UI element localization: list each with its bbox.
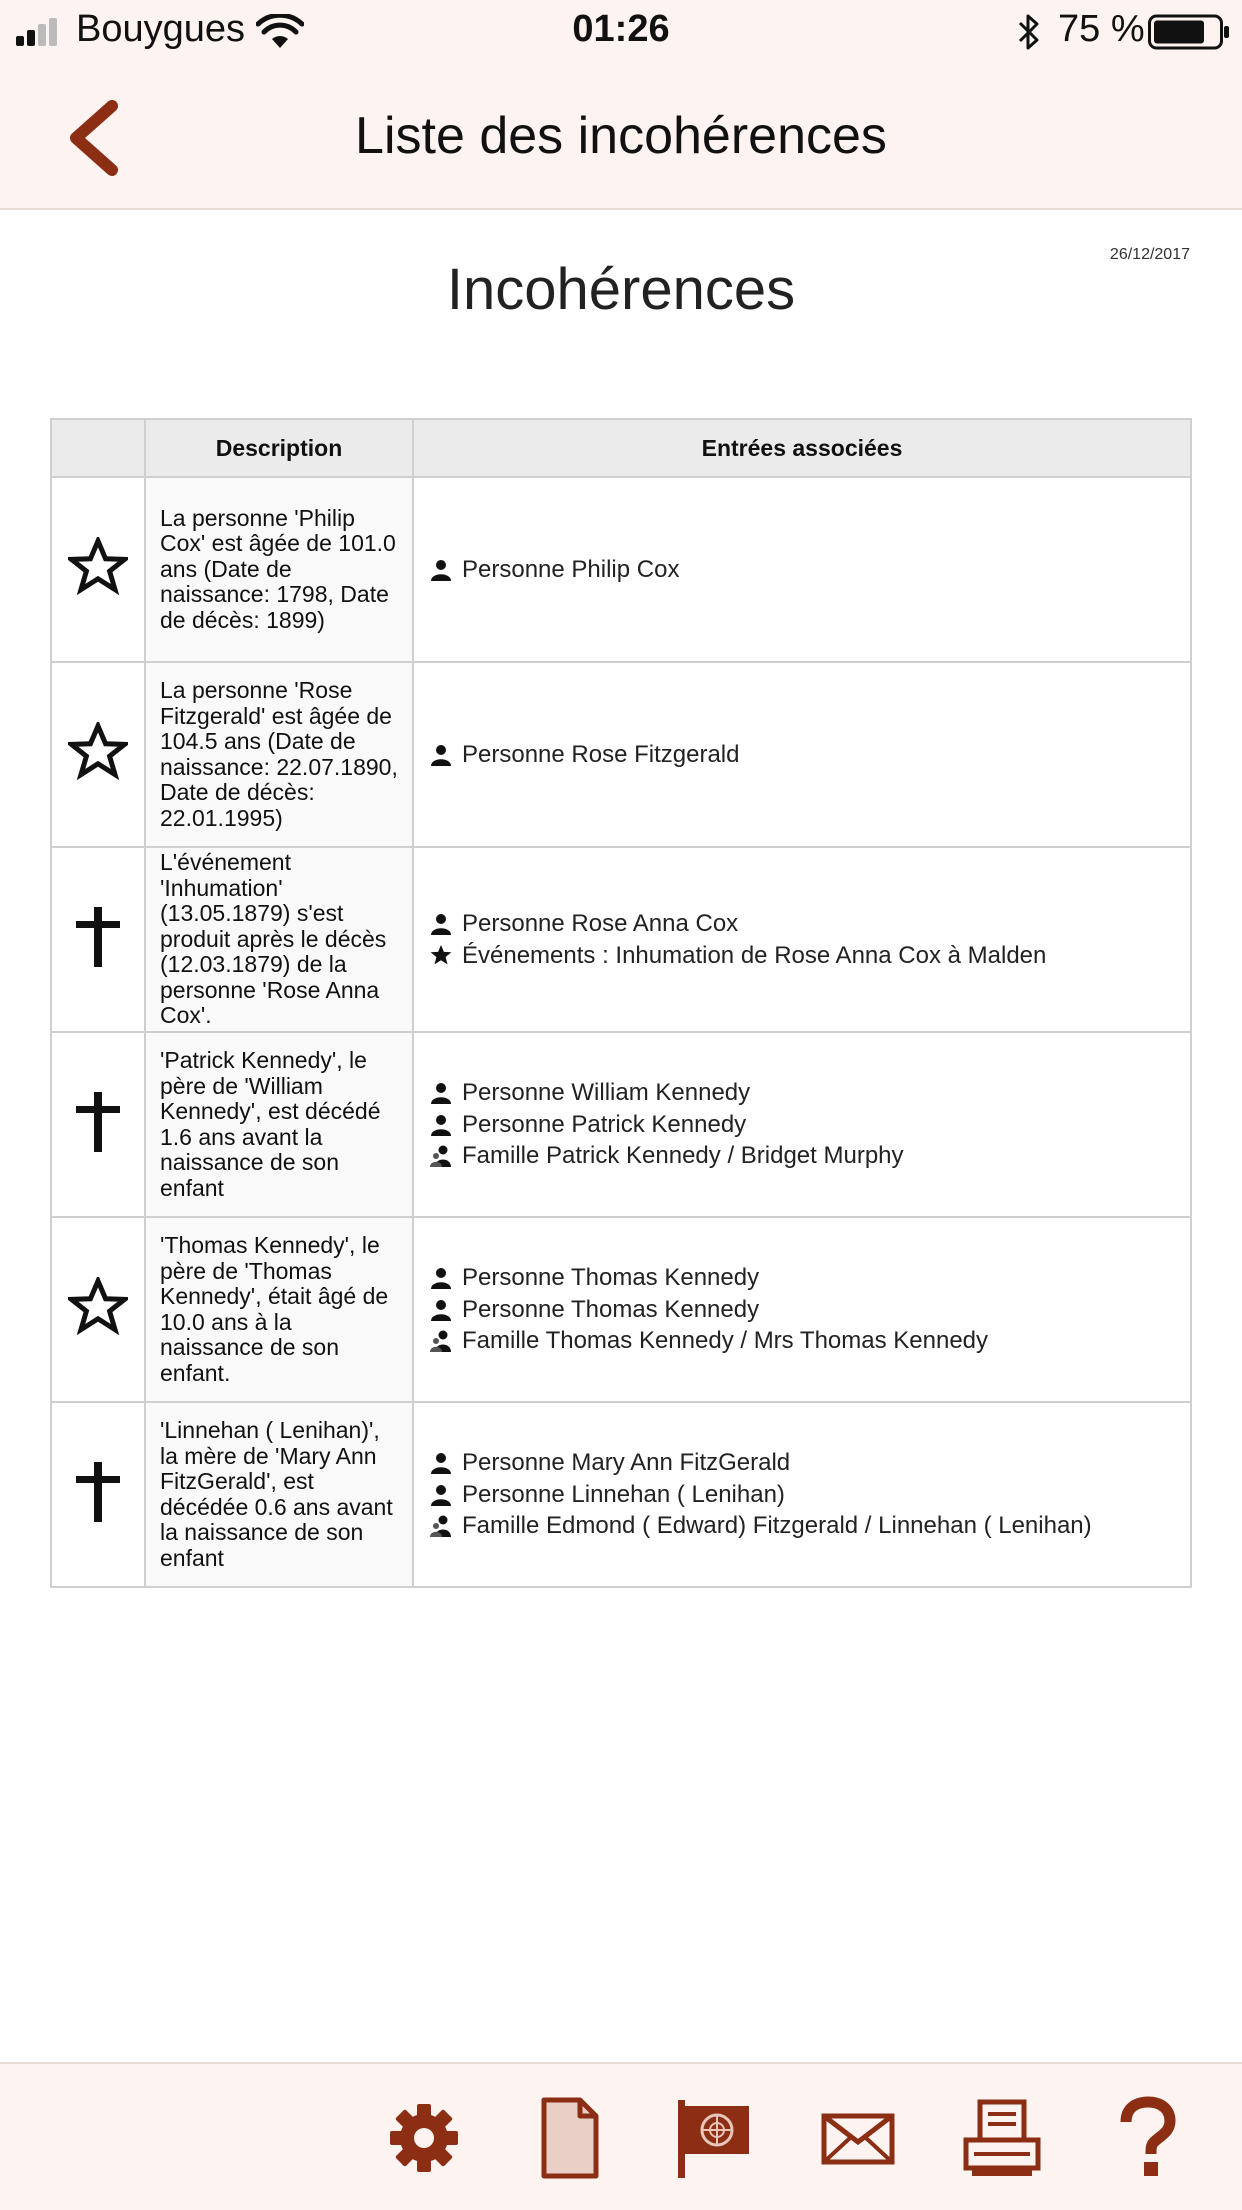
column-header-entries: Entrées associées (413, 419, 1191, 477)
entry-link[interactable] (430, 1077, 1174, 1109)
navigation-bar (0, 62, 1242, 210)
report-date: 26/12/2017 (1109, 246, 1190, 263)
entry-link[interactable] (430, 1447, 1174, 1479)
star-outline-icon (68, 722, 128, 782)
entry-text: Personne Thomas Kennedy (462, 1264, 760, 1292)
column-header-description: Description (145, 419, 413, 477)
entry-text: Personne William Kennedy (462, 1079, 751, 1107)
mail-icon[interactable] (818, 2096, 898, 2180)
battery-percentage: 75 % (1058, 8, 1145, 50)
person-icon (430, 559, 452, 581)
table-row (51, 1032, 1191, 1217)
entry-text: Personne Linnehan ( Lenihan) (462, 1480, 785, 1508)
entry-text: Événements : Inhumation de Rose Anna Cox à Malden (462, 941, 1047, 969)
person-icon (430, 1452, 452, 1474)
family-icon (430, 1515, 452, 1537)
entry-text: Personne Mary Ann FitzGerald (462, 1449, 791, 1477)
incoherence-description: La personne 'Rose Fitzgerald' est âgée de 104.5 ans (Date de naissance: 22.07.1890, Date de décès: 22.01.1995) (145, 662, 413, 847)
star-outline-icon (68, 1277, 128, 1337)
entry-text: Personne Thomas Kennedy (462, 1295, 760, 1323)
bottom-toolbar (0, 2062, 1242, 2210)
entry-link[interactable] (430, 1325, 1174, 1357)
entry-text: Personne Rose Anna Cox (462, 910, 739, 937)
entry-text: Famille Thomas Kennedy / Mrs Thomas Kennedy (462, 1327, 989, 1355)
entry-link[interactable] (430, 554, 1174, 586)
table-row (51, 662, 1191, 847)
star-filled-icon (430, 944, 452, 966)
person-icon (430, 1114, 452, 1136)
star-outline-icon (68, 537, 128, 597)
entry-link[interactable] (430, 739, 1174, 771)
help-icon[interactable] (1106, 2096, 1186, 2180)
cross-icon (73, 1090, 123, 1154)
flag-icon[interactable] (674, 2096, 754, 2180)
incoherence-description: 'Linnehan ( Lenihan)', la mère de 'Mary Ann FitzGerald', est décédée 0.6 ans avant la naissance de son enfant (145, 1402, 413, 1587)
entry-text: Personne Philip Cox (462, 555, 680, 583)
entry-link[interactable] (430, 1262, 1174, 1294)
page-title: Liste des incohérences (355, 107, 887, 165)
table-header-row (51, 419, 1191, 477)
person-icon (430, 1484, 452, 1506)
table-row (51, 847, 1191, 1032)
cross-icon (73, 1460, 123, 1524)
incoherence-description: L'événement 'Inhumation' (13.05.1879) s'est produit après le décès (12.03.1879) de la personne 'Rose Anna Cox'. (145, 847, 413, 1032)
battery-icon (1148, 14, 1230, 50)
incoherence-description: 'Thomas Kennedy', le père de 'Thomas Kennedy', était âgé de 10.0 ans à la naissance de son enfant. (145, 1217, 413, 1402)
document-icon[interactable] (530, 2096, 610, 2180)
bluetooth-icon (1014, 12, 1044, 52)
table-row (51, 1217, 1191, 1402)
status-bar (0, 0, 1242, 62)
incoherence-description: La personne 'Philip Cox' est âgée de 101.0 ans (Date de naissance: 1798, Date de décès: 1899) (145, 477, 413, 662)
family-icon (430, 1330, 452, 1352)
entry-text: Personne Patrick Kennedy (462, 1110, 747, 1138)
entry-link[interactable] (430, 1140, 1174, 1172)
entry-link[interactable] (430, 940, 1174, 972)
cross-icon (73, 905, 123, 969)
person-icon (430, 913, 452, 935)
entry-text: Personne Rose Fitzgerald (462, 740, 740, 768)
person-icon (430, 1082, 452, 1104)
printer-icon[interactable] (962, 2096, 1042, 2180)
entry-link[interactable] (430, 1109, 1174, 1141)
table-row (51, 477, 1191, 662)
entry-text: Famille Edmond ( Edward) Fitzgerald / Linnehan ( Lenihan) (462, 1512, 1092, 1540)
gear-icon[interactable] (384, 2096, 464, 2180)
entry-link[interactable] (430, 1479, 1174, 1511)
person-icon (430, 1299, 452, 1321)
family-icon (430, 1145, 452, 1167)
entry-link[interactable] (430, 1294, 1174, 1326)
entry-link[interactable] (430, 908, 1174, 940)
table-row (51, 1402, 1191, 1587)
clock: 01:26 (572, 8, 670, 50)
entry-link[interactable] (430, 1510, 1174, 1542)
incoherences-table (50, 418, 1192, 1588)
incoherence-description: 'Patrick Kennedy', le père de 'William Kennedy', est décédé 1.6 ans avant la naissance de son enfant (145, 1032, 413, 1217)
entry-text: Famille Patrick Kennedy / Bridget Murphy (462, 1142, 904, 1170)
person-icon (430, 1267, 452, 1289)
person-icon (430, 744, 452, 766)
report-title: Incohérences (446, 257, 796, 322)
column-header-icon (51, 419, 145, 477)
carrier-name: Bouygues (76, 8, 246, 50)
